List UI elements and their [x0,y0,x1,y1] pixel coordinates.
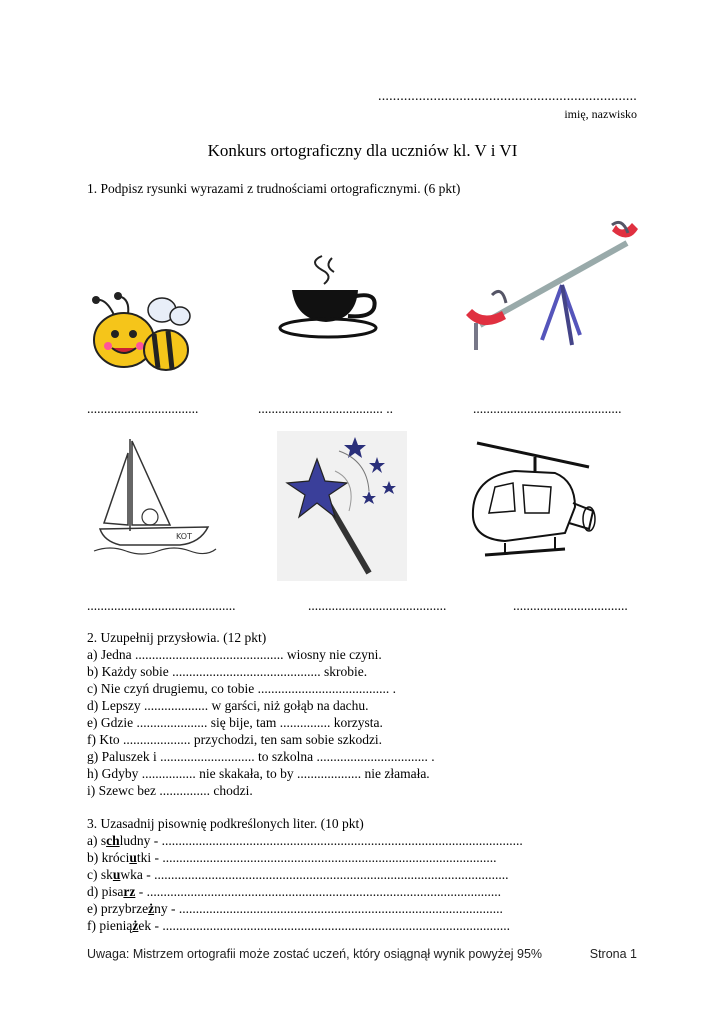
spelling-item: b) króciutki - ................................................................................................... [87,850,497,865]
underlined-letters: u [112,867,121,882]
task1-heading: 1. Podpisz rysunki wyrazami z trudnościami ortograficznymi. (6 pkt) [87,181,461,196]
blank-3: ............................................ [473,401,622,416]
sailboat-picture [90,433,220,561]
spelling-item: f) pieniążek - ....................................................................................................... [87,918,510,933]
spelling-item: a) schludny - ........................................................................................................... [87,833,523,848]
proverb-line: f) Kto .................... przychodzi, ten sam sobie szkodzi. [87,732,383,747]
proverb-line: c) Nie czyń drugiemu, co tobie ....................................... . [87,681,396,696]
page-title: Konkurs ortograficzny dla uczniów kl. V i VI [207,141,518,160]
proverb-line: a) Jedna ............................................ wiosny nie czyni. [87,647,382,662]
blank-2: ..................................... .. [258,401,393,416]
task2-heading: 2. Uzupełnij przysłowia. (12 pkt) [87,630,267,645]
proverb-line: h) Gdyby ................ nie skakała, to by ................... nie złamała. [87,766,430,781]
page-number: Strona 1 [589,947,637,961]
underlined-letters: ż [148,901,155,916]
underlined-letters: ch [106,833,120,848]
blank-6: .................................. [513,598,628,613]
spelling-item: d) pisarz - ......................................................................................................... [87,884,501,899]
underlined-letters: rz [123,884,136,899]
blank-5: ......................................... [308,598,447,613]
seesaw-picture [462,215,640,355]
proverb-line: b) Każdy sobie ............................................ skrobie. [87,664,368,679]
blank-4: ............................................ [87,598,236,613]
blank-1: ................................. [87,401,199,416]
proverb-line: d) Lepszy ................... w garści, niż gołąb na dachu. [87,698,369,713]
spelling-item: c) skuwka - ......................................................................................................... [87,867,509,882]
underlined-letters: ż [132,918,139,933]
bee-picture [84,290,194,380]
spelling-item: e) przybrzeżny - ................................................................................................ [87,901,503,916]
helicopter-picture [465,437,605,565]
magic-wand-picture [277,431,407,581]
task3-heading: 3. Uzasadnij pisownię podkreślonych liter. (10 pkt) [87,816,364,831]
cup-picture [278,252,386,342]
underlined-letters: u [129,850,137,865]
name-label: imię, nazwisko [564,107,637,121]
proverb-line: g) Paluszek i ............................ to szkolna ................................. . [87,749,435,764]
footer-note: Uwaga: Mistrzem ortografii może zostać uczeń, który osiągnął wynik powyżej 95% [87,947,543,961]
proverb-line: e) Gdzie ..................... się bije, tam ............... korzysta. [87,715,383,730]
proverb-line: i) Szewc bez ............... chodzi. [87,783,253,798]
svg-text:KOT: KOT [176,532,192,541]
name-line: ...................................................................... [378,89,637,104]
